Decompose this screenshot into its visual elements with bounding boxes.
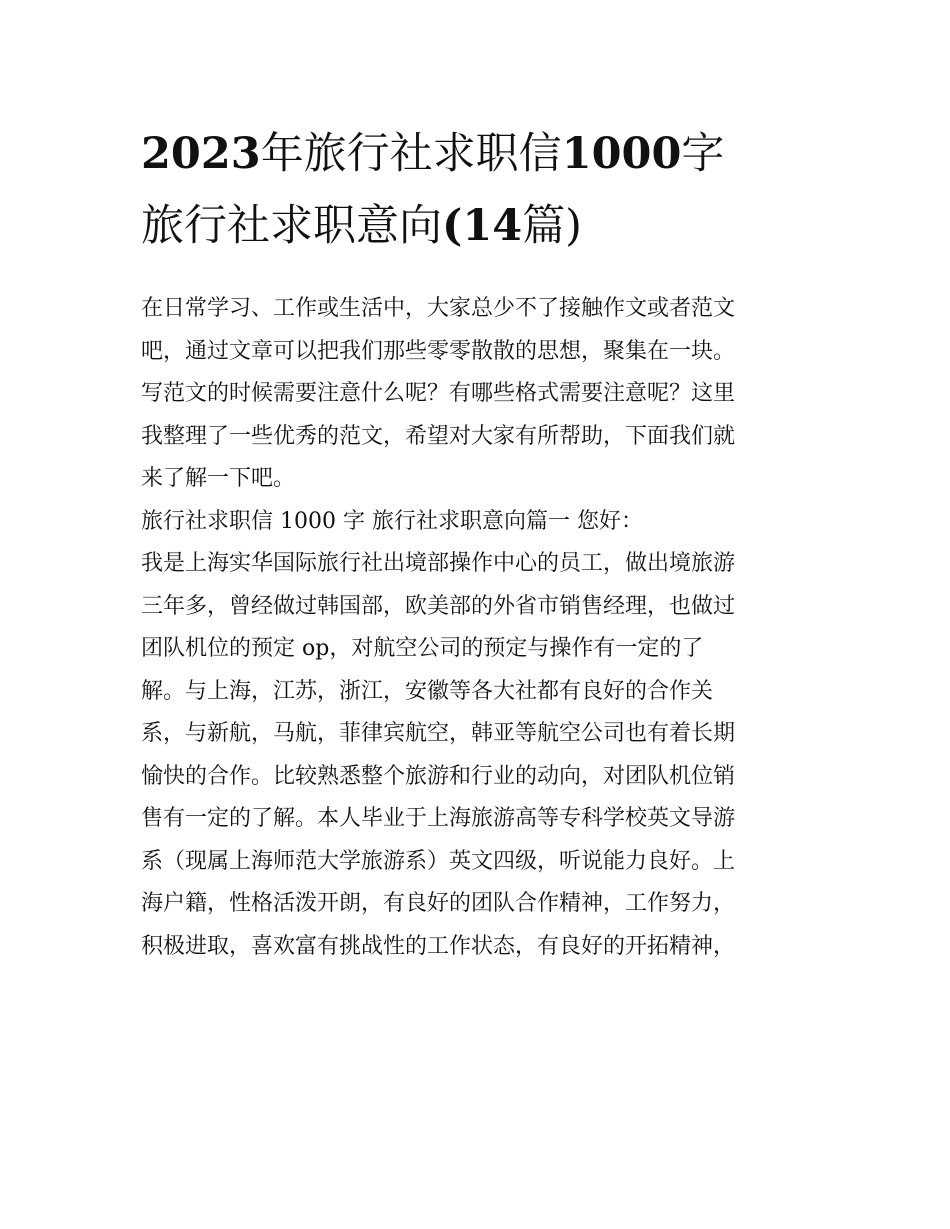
document-content: [141, 118, 813, 968]
text-line: 我整理了一些优秀的范文，希望对大家有所帮助，下面我们就: [141, 423, 736, 449]
text-line: 解。与上海，江苏，浙江，安徽等各大社都有良好的合作关: [141, 678, 714, 704]
text-line: 在日常学习、工作或生活中，大家总少不了接触作文或者范文: [141, 296, 736, 321]
text-line: 来了解一下吧。: [141, 466, 296, 491]
title-text-part: 字: [681, 129, 725, 179]
title-line-2: [141, 190, 813, 262]
text-line: 海户籍，性格活泼开朗，有良好的团队合作精神，工作努力，: [141, 891, 736, 916]
title-count: (14: [442, 201, 523, 251]
section-heading-paragraph: [141, 501, 813, 544]
document-body: [141, 288, 813, 968]
text-line: 系，与新航，马航，菲律宾航空，韩亚等航空公司也有着长期: [141, 721, 736, 746]
title-text-part: 篇): [522, 201, 582, 251]
document-title: [141, 118, 813, 262]
text-line: 吧，通过文章可以把我们那些零零散散的思想，聚集在一块。: [141, 338, 736, 364]
text-line: 旅行社求职信 1000 字 旅行社求职意向篇一 您好：: [141, 508, 643, 534]
text-line: 写范文的时候需要注意什么呢？有哪些格式需要注意呢？这里: [141, 381, 736, 406]
letter-paragraph: [141, 543, 813, 968]
text-line: 愉快的合作。比较熟悉整个旅游和行业的动向，对团队机位销: [141, 763, 736, 789]
title-year: 2023: [141, 129, 261, 179]
text-line: 积极进取，喜欢富有挑战性的工作状态，有良好的开拓精神，: [141, 933, 736, 959]
title-text-part: 旅行社求职意向: [141, 201, 442, 251]
text-line: 系（现属上海师范大学旅游系）英文四级，听说能力良好。上: [141, 848, 736, 874]
text-line: 售有一定的了解。本人毕业于上海旅游高等专科学校英文导游: [141, 806, 736, 831]
text-line: 我是上海实华国际旅行社出境部操作中心的员工，做出境旅游: [141, 551, 736, 576]
title-line-1: [141, 118, 813, 190]
intro-paragraph: [141, 288, 813, 501]
title-text-part: 年旅行社求职信: [260, 129, 562, 179]
text-line: 团队机位的预定 op，对航空公司的预定与操作有一定的了: [141, 636, 704, 661]
text-line: 三年多，曾经做过韩国部，欧美部的外省市销售经理，也做过: [141, 593, 736, 619]
title-word-count: 1000: [561, 129, 682, 179]
